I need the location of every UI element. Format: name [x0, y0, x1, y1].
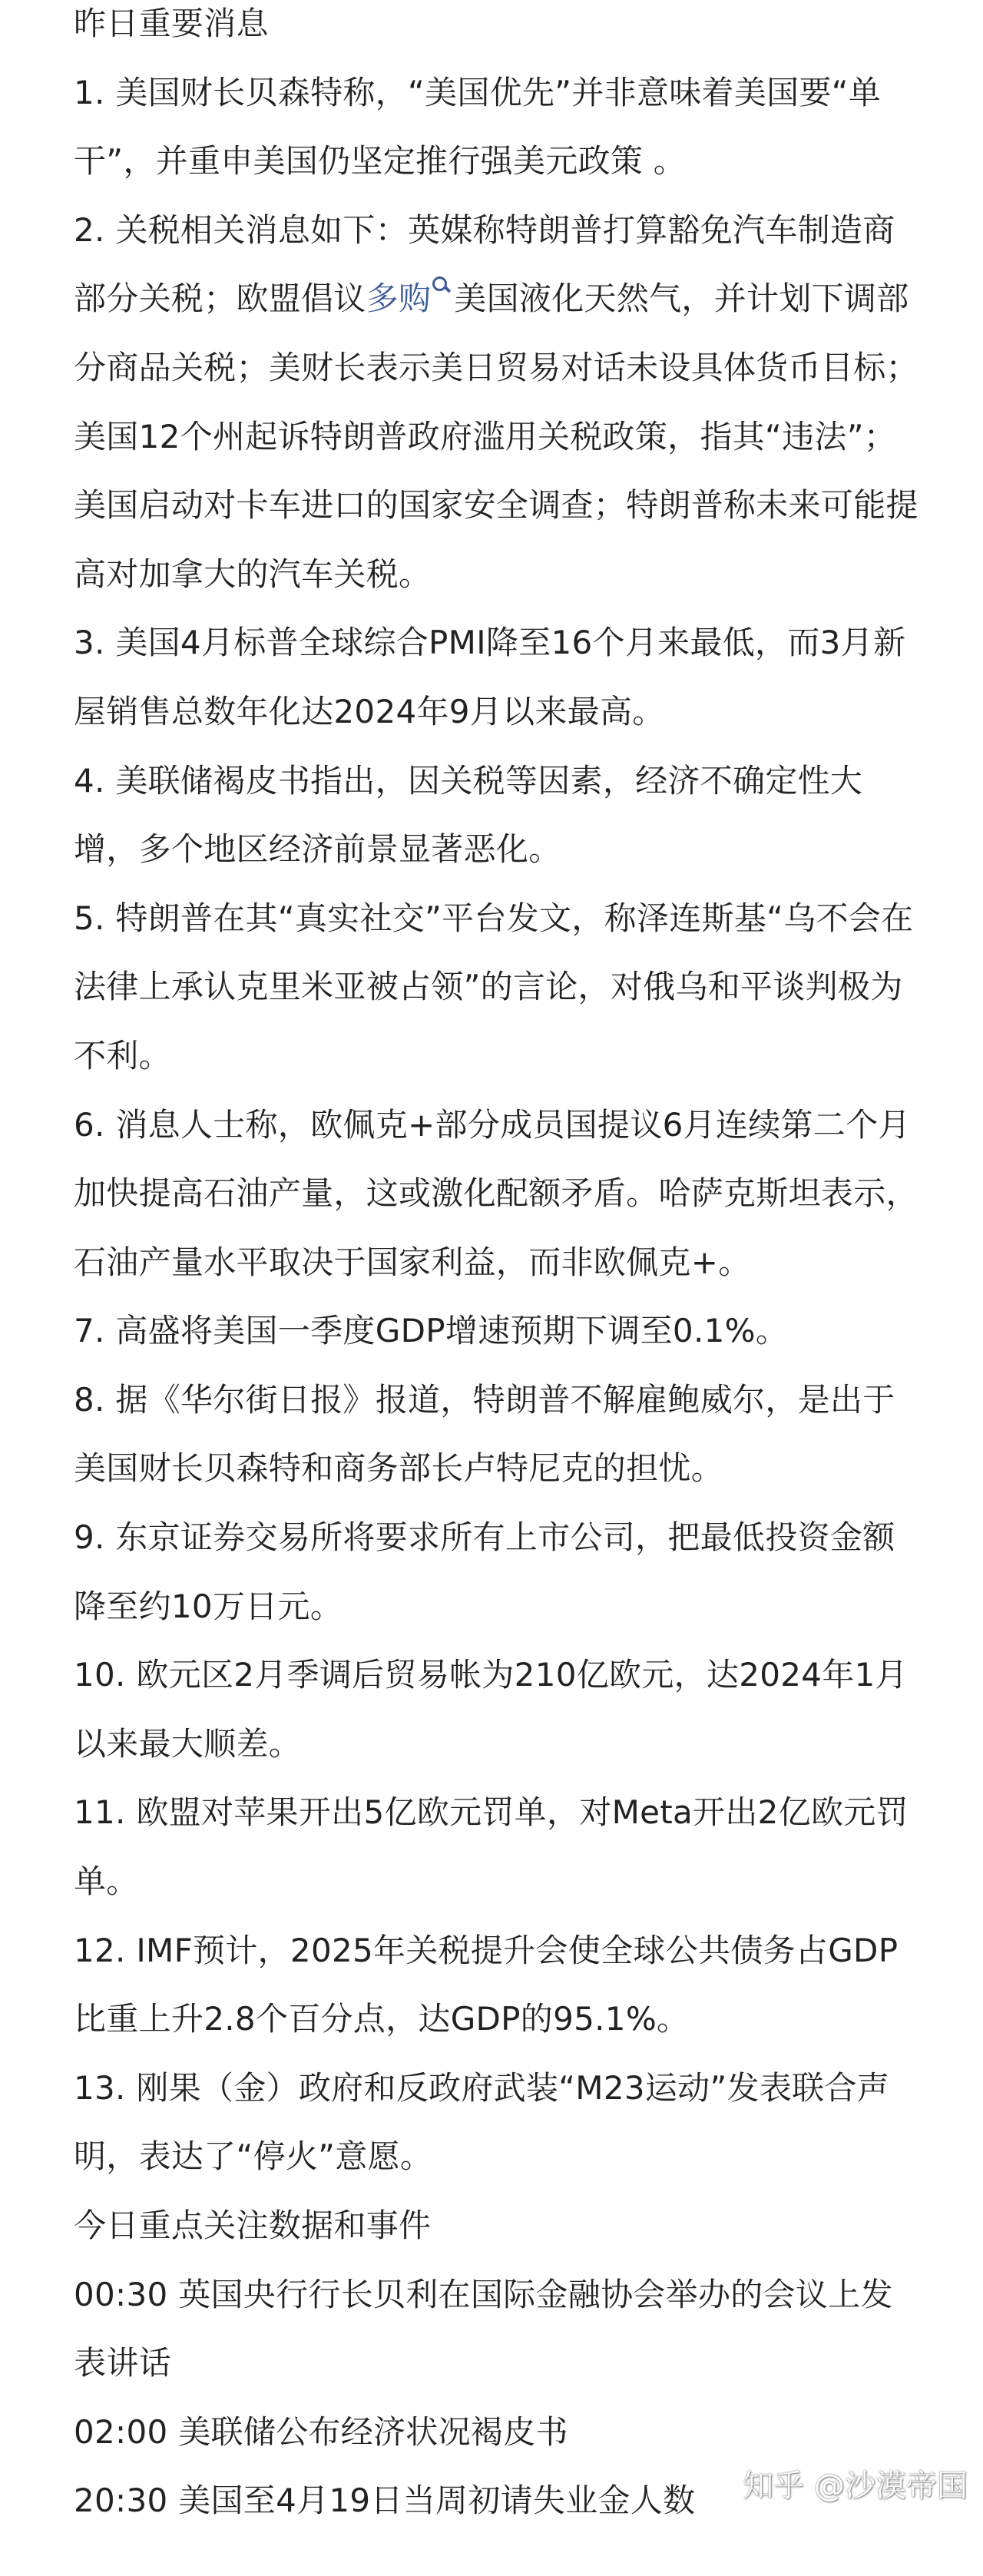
news-item-3: 3. 美国4月标普全球综合PMI降至16个月来最低，而3月新屋销售总数年化达2024年9月以来最高。	[74, 624, 906, 730]
news-item-5: 5. 特朗普在其“真实社交”平台发文，称泽连斯基“乌不会在法律上承认克里米亚被占领”的言论，对俄乌和平谈判极为不利。	[74, 899, 914, 1074]
news-item-4: 4. 美联储褐皮书指出，因关税等因素，经济不确定性大增，多个地区经济前景显著恶化。	[74, 761, 863, 869]
article-body	[74, 0, 923, 2535]
news-item-12: 12. IMF预计，2025年关税提升会使全球公共债务占GDP比重上升2.8个百分点，达GDP的95.1%。	[74, 1931, 899, 2038]
news-item-8: 8. 据《华尔街日报》报道，特朗普不解雇鲍威尔，是出于美国财长贝森特和商务部长卢特尼克的担忧。	[74, 1380, 895, 1488]
news-item-2-text-before: 2. 关税相关消息如下：英媒称特朗普打算豁免汽车制造商部分关税；欧盟倡议	[74, 210, 895, 318]
news-item-2	[74, 196, 923, 609]
event-item-1: 00:30 英国央行行长贝利在国际金融协会举办的会议上发表讲话	[74, 2275, 893, 2382]
watermark-text: 知乎 @沙漠帝国	[743, 2468, 968, 2504]
event-item-2: 02:00 美联储公布经济状况褐皮书	[74, 2412, 568, 2451]
news-item-7: 7. 高盛将美国一季度GDP增速预期下调至0.1%。	[74, 1312, 789, 1350]
search-icon[interactable]	[431, 275, 451, 301]
search-link-duogou[interactable]: 多购	[366, 280, 432, 318]
section-heading-yesterday: 昨日重要消息	[74, 5, 269, 42]
news-item-10: 10. 欧元区2月季调后贸易帐为210亿欧元，达2024年1月以来最大顺差。	[74, 1656, 908, 1763]
news-item-13: 13. 刚果（金）政府和反政府武装“M23运动”发表联合声明，表达了“停火”意愿。	[74, 2068, 890, 2176]
news-item-1: 1. 美国财长贝森特称，“美国优先”并非意味着美国要“单干”，并重申美国仍坚定推行强美元政策 。	[74, 73, 882, 180]
news-item-6: 6. 消息人士称，欧佩克+部分成员国提议6月连续第二个月加快提高石油产量，这或激化配额矛盾。哈萨克斯坦表示，石油产量水平取决于国家利益，而非欧佩克+。	[74, 1105, 918, 1281]
event-item-3: 20:30 美国至4月19日当周初请失业金人数	[74, 2482, 696, 2520]
zhihu-logo-icon	[706, 2468, 736, 2499]
section-heading-today: 今日重点关注数据和事件	[74, 2207, 432, 2244]
news-item-2-text-after: 美国液化天然气，并计划下调部分商品关税；美财长表示美日贸易对话未设具体货币目标；美国12个州起诉特朗普政府滥用关税政策，指其“违法”；美国启动对卡车进口的国家安全调查；特朗普称未来可能提高对加拿大的汽车关税。	[74, 280, 918, 593]
news-item-9: 9. 东京证券交易所将要求所有上市公司，把最低投资金额降至约10万日元。	[74, 1518, 895, 1625]
zhihu-watermark	[706, 2462, 968, 2505]
news-item-11: 11. 欧盟对苹果开出5亿欧元罚单，对Meta开出2亿欧元罚单。	[74, 1793, 909, 1901]
